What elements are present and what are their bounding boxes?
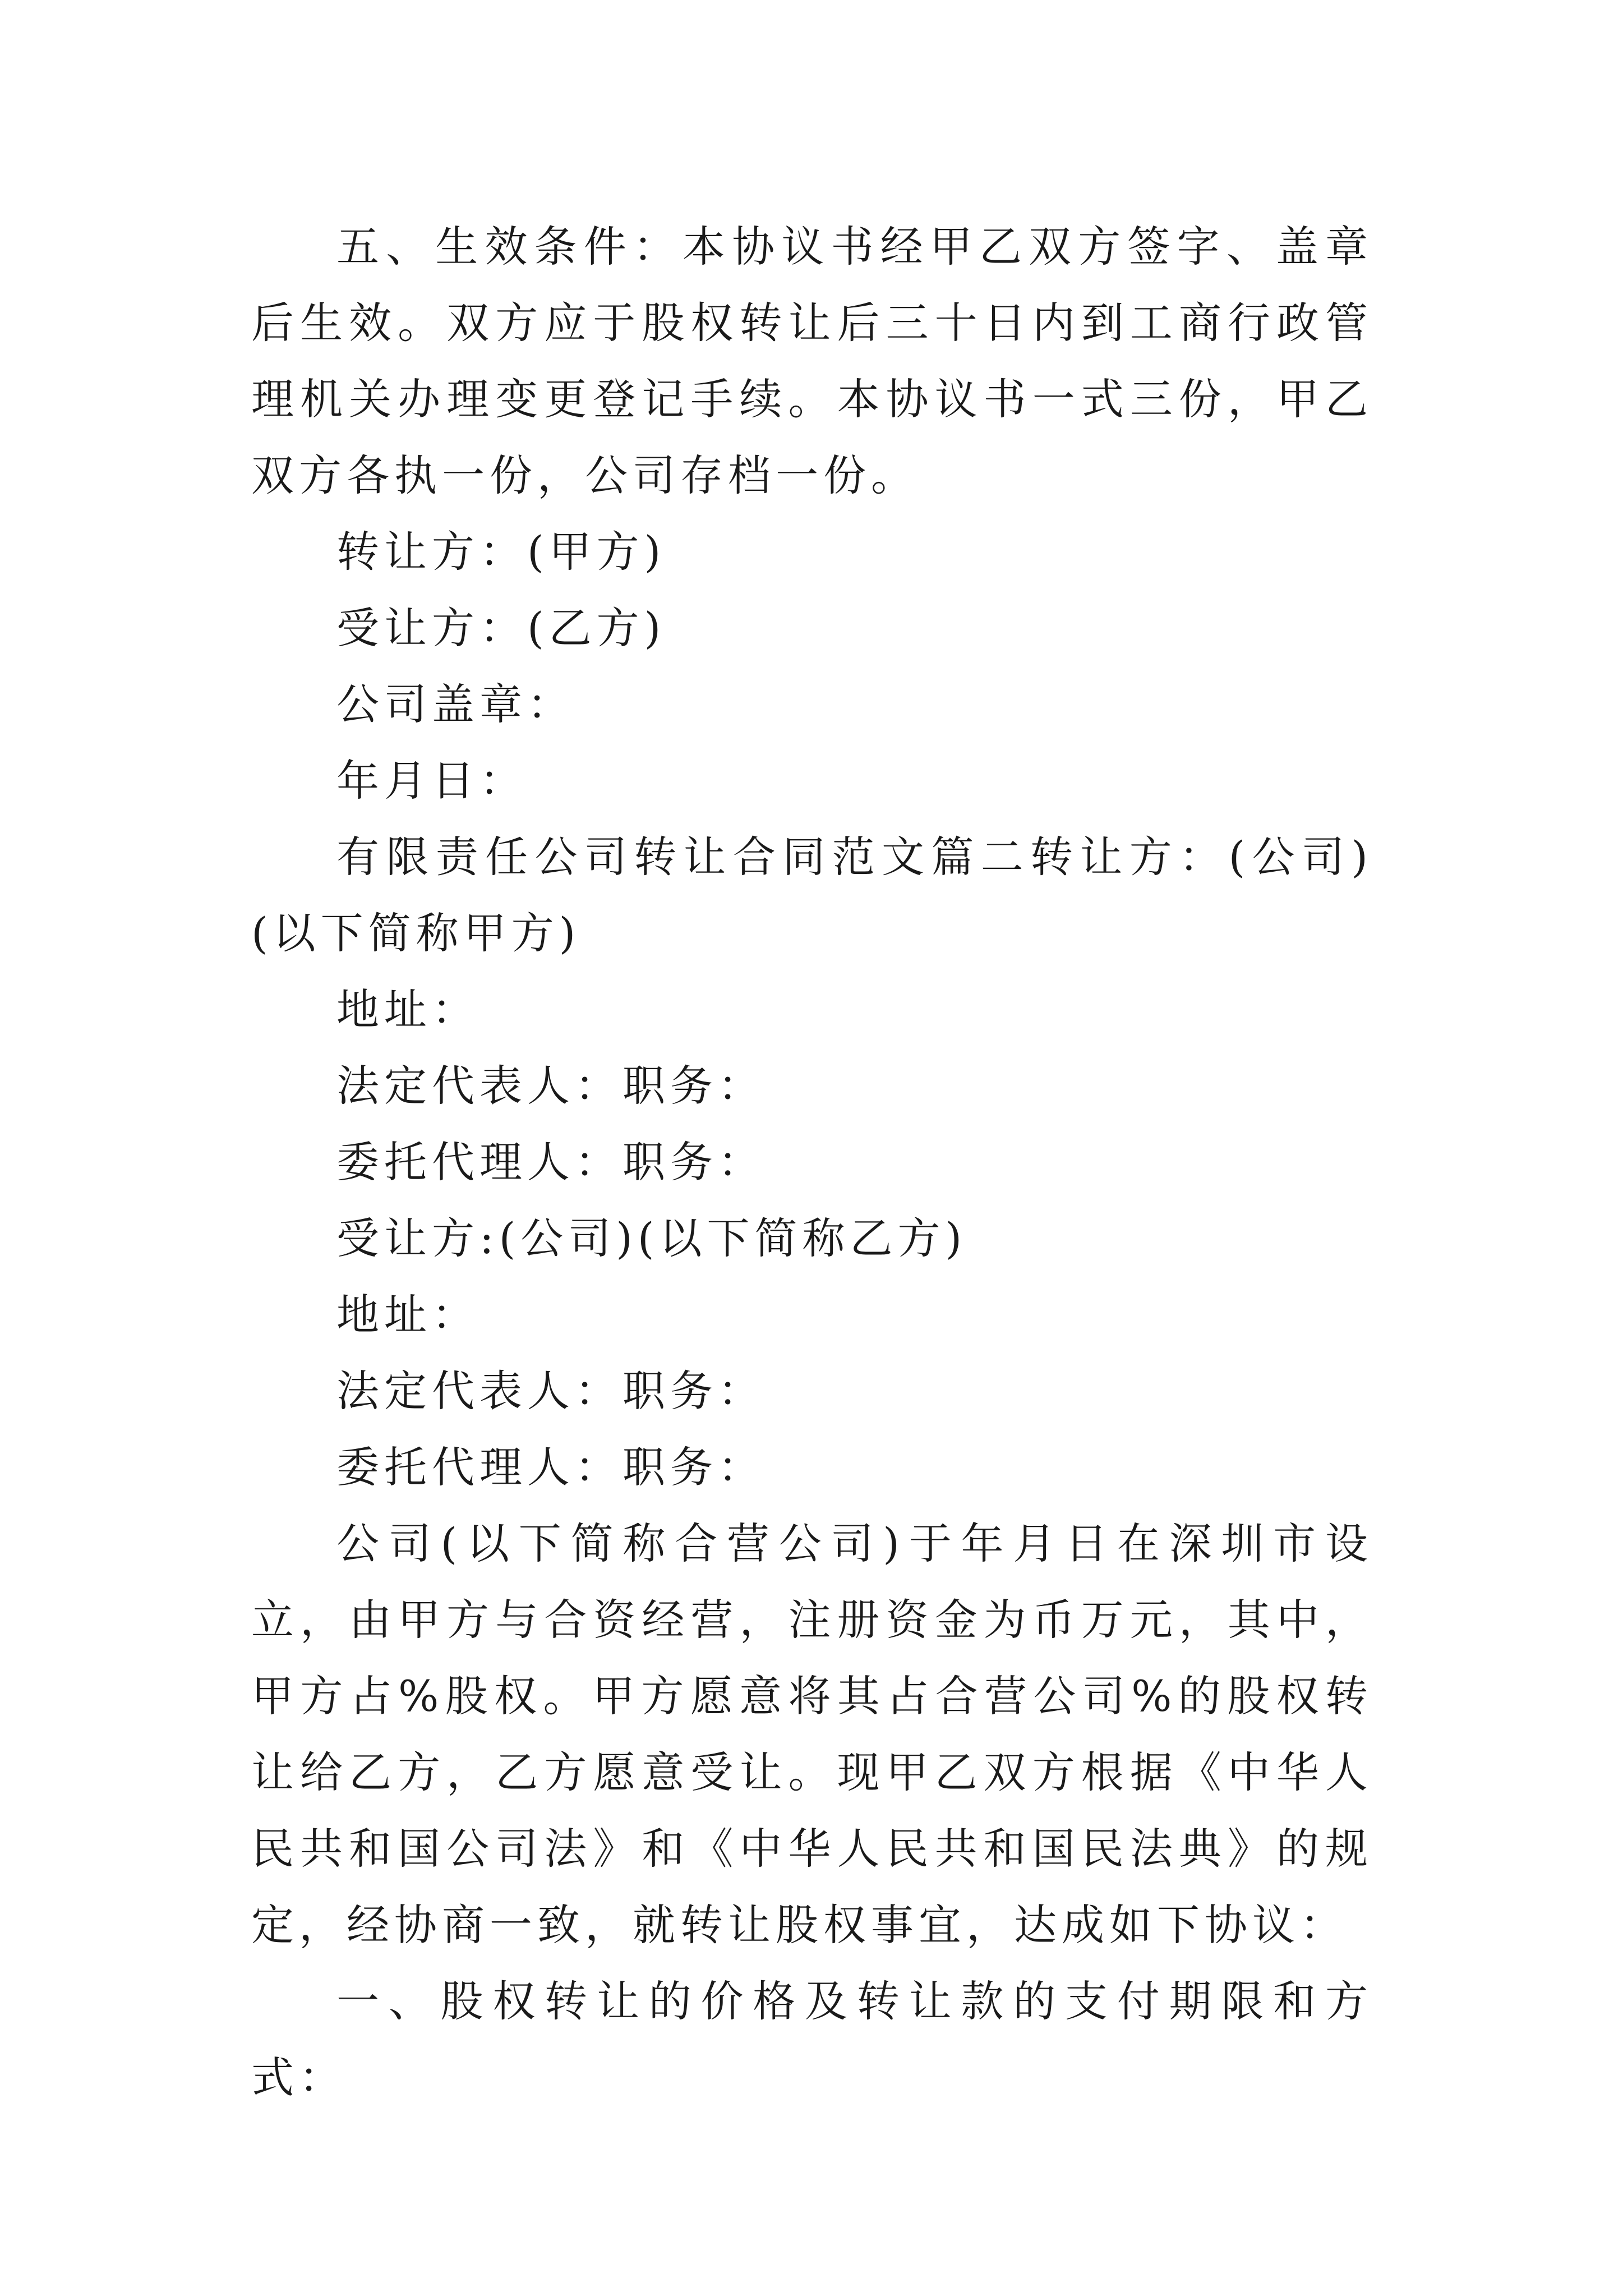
paragraph-address-b: 地址： bbox=[336, 1290, 479, 1340]
paragraph-template-two-heading: 有限责任公司转让合同范文篇二转让方：(公司)(以下简称甲方) bbox=[251, 832, 1373, 958]
paragraph-company-seal: 公司盖章： bbox=[336, 679, 575, 729]
paragraph-transferee-company: 受让方:(公司)(以下简称乙方) bbox=[336, 1213, 967, 1263]
paragraph-date: 年月日： bbox=[336, 756, 527, 806]
document-body bbox=[251, 209, 1373, 2116]
paragraph-effective-conditions: 五、生效条件：本协议书经甲乙双方签字、盖章后生效。双方应于股权转让后三十日内到工商行政管理机关办理变更登记手续。本协议书一式三份，甲乙双方各执一份，公司存档一份。 bbox=[251, 222, 1373, 500]
paragraph-transferor-party-a: 转让方：(甲方) bbox=[336, 527, 666, 577]
paragraph-legal-rep-a: 法定代表人：职务： bbox=[336, 1061, 766, 1111]
paragraph-section-one-heading: 一、股权转让的价格及转让款的支付期限和方式： bbox=[251, 1976, 1373, 2102]
paragraph-address-a: 地址： bbox=[336, 984, 479, 1034]
paragraph-agent-b: 委托代理人：职务： bbox=[336, 1442, 766, 1492]
paragraph-transferee-party-b: 受让方：(乙方) bbox=[336, 603, 666, 653]
paragraph-legal-rep-b: 法定代表人：职务： bbox=[336, 1366, 766, 1416]
paragraph-agent-a: 委托代理人：职务： bbox=[336, 1137, 766, 1187]
paragraph-background: 公司(以下简称合营公司)于年月日在深圳市设立，由甲方与合资经营，注册资金为币万元，其中，甲方占%股权。甲方愿意将其占合营公司%的股权转让给乙方，乙方愿意受让。现甲乙双方根据《中华人民共和国公司法》和《中华人民共和国民法典》的规定，经协商一致，就转让股权事宜，达成如下协议： bbox=[251, 1519, 1373, 1950]
